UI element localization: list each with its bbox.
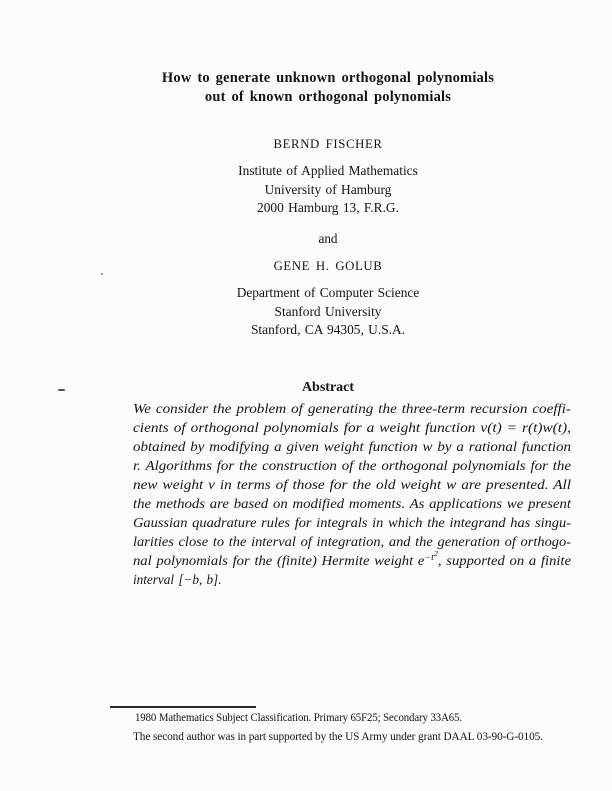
abstract-line: r. Algorithms for the construction of the orthogonal polynomials for the [133,458,572,473]
abstract-heading: Abstract [301,380,355,395]
abstract-body [133,399,571,589]
scan-artifact-dash [58,389,65,391]
abstract-line: the methods are based on modified moments. As applications we present [133,496,571,511]
hermite-weight-superscript: −t2 [424,549,438,562]
affiliation-golub [133,284,523,340]
scan-artifact-speck [101,273,103,275]
affiliation-line: Department of Computer Science [236,285,420,300]
affiliation-line: Stanford, CA 94305, U.S.A. [250,322,406,337]
paper-title-line-1: How to generate unknown orthogonal polynomials [161,70,495,86]
affiliation-line: University of Hamburg [264,181,392,197]
author-connector: and [318,231,338,246]
paper-title-line-2: out of known orthogonal polynomials [204,89,452,105]
affiliation-line: 2000 Hamburg 13, F.R.G. [257,200,399,215]
abstract-line-hermite: nal polynomials for the (finite) Hermite weight $e^{-t^2}$, supported on a finite [133,549,571,568]
abstract-last-line: interval [−b, b]. [133,572,222,587]
affiliation-line: Stanford University [274,303,382,319]
author-name-golub: GENE H. GOLUB [273,259,383,273]
affiliation-fischer [133,162,523,218]
abstract-line: cients of orthogonal polynomials for a weight function v(t) = r(t)w(t), [133,420,571,435]
abstract-line: Gaussian quadrature rules for integrals in which the integrand has singu- [133,515,572,530]
footnote-line-1: 1980 Mathematics Subject Classification. Primary 65F25; Secondary 33A65. [135,712,463,724]
affiliation-line: Institute of Applied Mathematics [238,163,418,178]
footnote-line-2: The second author was in part supported by the US Army under grant DAAL 03-90-G-0105. [133,731,543,743]
paper-title [133,69,523,107]
abstract-line: We consider the problem of generating the three-term recursion coeffi- [133,401,571,416]
abstract-line: obtained by modifying a given weight function w by a rational function [133,439,572,454]
abstract-line: new weight v in terms of those for the old weight w are presented. All [133,477,572,492]
abstract-line: larities close to the interval of integration, and the generation of orthogo- [133,534,572,549]
author-name-fischer: BERND FISCHER [273,137,383,151]
footnote-rule [110,706,256,708]
